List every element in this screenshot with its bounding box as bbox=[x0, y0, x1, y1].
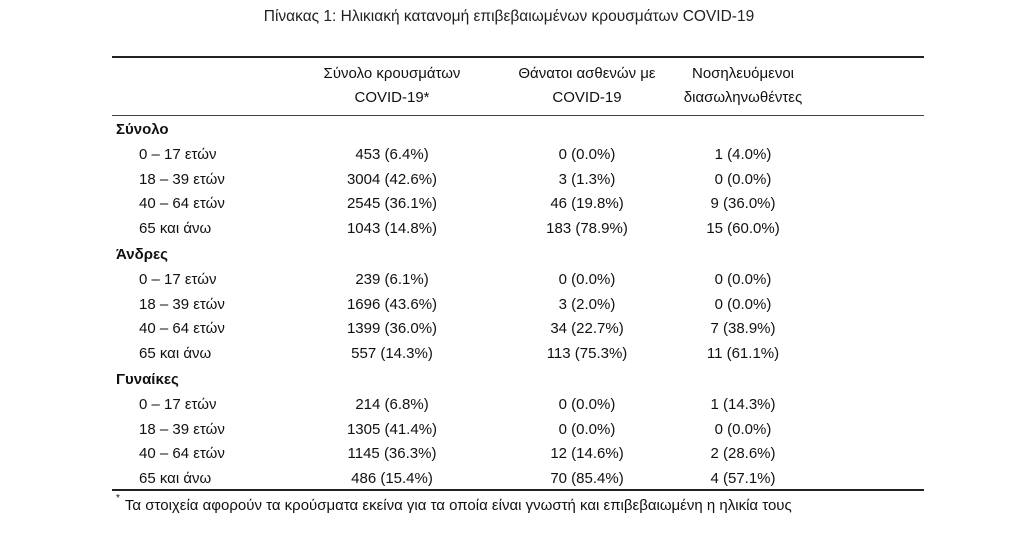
deaths-cell: 3 (1.3%) bbox=[558, 170, 616, 188]
age-cell: 40 – 64 ετών bbox=[139, 195, 225, 212]
intubated-cell: 0 (0.0%) bbox=[714, 170, 772, 188]
header-intubated bbox=[632, 62, 854, 110]
section-title: Σύνολο bbox=[116, 121, 169, 138]
intubated-cell: 15 (60.0%) bbox=[706, 219, 780, 237]
table-row bbox=[0, 195, 1018, 219]
age-cell: 0 – 17 ετών bbox=[139, 146, 217, 163]
header-total-cases bbox=[280, 62, 504, 110]
age-cell: 40 – 64 ετών bbox=[139, 320, 225, 337]
deaths-cell: 46 (19.8%) bbox=[550, 195, 624, 212]
cases-cell: 486 (15.4%) bbox=[351, 469, 433, 487]
header-intubated-line2: διασωληνωθέντες bbox=[683, 89, 803, 106]
table-row bbox=[0, 345, 1018, 369]
age-cell: 18 – 39 ετών bbox=[139, 170, 225, 188]
table-row bbox=[0, 421, 1018, 445]
intubated-cell: 1 (14.3%) bbox=[710, 396, 776, 413]
section-title: Γυναίκες bbox=[116, 371, 179, 388]
cases-cell: 1399 (36.0%) bbox=[346, 320, 438, 337]
table-caption: Πίνακας 1: Ηλικιακή κατανομή επιβεβαιωμένων κρουσμάτων COVID-19 bbox=[263, 8, 755, 25]
table-row bbox=[0, 171, 1018, 195]
intubated-cell: 11 (61.1%) bbox=[706, 344, 780, 362]
header-intubated-line1: Νοσηλευόμενοι bbox=[691, 65, 794, 82]
footnote-text: Τα στοιχεία αφορούν τα κρούσματα εκείνα για τα οποία είναι γνωστή και επιβεβαιωμένη η ηλικία τους bbox=[124, 497, 792, 514]
intubated-cell: 7 (38.9%) bbox=[710, 320, 776, 337]
table-bottom-rule bbox=[112, 489, 924, 491]
cases-cell: 557 (14.3%) bbox=[351, 344, 433, 362]
footnote bbox=[116, 493, 792, 514]
header-deaths-line1: Θάνατοι ασθενών με bbox=[518, 65, 656, 82]
cases-cell: 453 (6.4%) bbox=[355, 146, 429, 163]
footnote-marker: * bbox=[116, 493, 120, 504]
deaths-cell: 0 (0.0%) bbox=[558, 396, 616, 413]
intubated-cell: 9 (36.0%) bbox=[710, 195, 776, 212]
table-row bbox=[0, 296, 1018, 320]
intubated-cell: 1 (4.0%) bbox=[714, 146, 772, 163]
table-top-rule bbox=[112, 56, 924, 58]
header-deaths-line2: COVID-19 bbox=[552, 89, 622, 106]
age-cell: 65 και άνω bbox=[139, 344, 212, 362]
deaths-cell: 34 (22.7%) bbox=[550, 320, 624, 337]
header-total-cases-line2: COVID-19* bbox=[354, 89, 430, 106]
deaths-cell: 0 (0.0%) bbox=[558, 146, 616, 163]
deaths-cell: 113 (75.3%) bbox=[546, 344, 628, 362]
table-row bbox=[0, 320, 1018, 344]
cases-cell: 1696 (43.6%) bbox=[346, 295, 438, 313]
table-row bbox=[0, 396, 1018, 420]
age-cell: 0 – 17 ετών bbox=[139, 271, 217, 288]
cases-cell: 1043 (14.8%) bbox=[346, 219, 438, 237]
deaths-cell: 0 (0.0%) bbox=[558, 420, 616, 438]
age-cell: 0 – 17 ετών bbox=[139, 396, 217, 413]
age-cell: 65 και άνω bbox=[139, 219, 212, 237]
deaths-cell: 0 (0.0%) bbox=[558, 271, 616, 288]
section-title: Άνδρες bbox=[116, 246, 168, 263]
cases-cell: 2545 (36.1%) bbox=[346, 195, 438, 212]
cases-cell: 239 (6.1%) bbox=[355, 271, 429, 288]
cases-cell: 1145 (36.3%) bbox=[347, 445, 437, 462]
age-cell: 65 και άνω bbox=[139, 469, 212, 487]
header-total-cases-line1: Σύνολο κρουσμάτων bbox=[323, 65, 461, 82]
intubated-cell: 0 (0.0%) bbox=[714, 271, 772, 288]
age-cell: 18 – 39 ετών bbox=[139, 295, 225, 313]
deaths-cell: 183 (78.9%) bbox=[546, 219, 628, 237]
table-row bbox=[0, 220, 1018, 244]
deaths-cell: 70 (85.4%) bbox=[550, 469, 624, 487]
cases-cell: 214 (6.8%) bbox=[355, 396, 429, 413]
table-row bbox=[0, 445, 1018, 469]
deaths-cell: 12 (14.6%) bbox=[550, 445, 624, 462]
table-row bbox=[0, 146, 1018, 170]
age-cell: 40 – 64 ετών bbox=[139, 445, 225, 462]
age-cell: 18 – 39 ετών bbox=[139, 420, 225, 438]
table-row bbox=[0, 271, 1018, 295]
intubated-cell: 4 (57.1%) bbox=[710, 469, 776, 487]
cases-cell: 1305 (41.4%) bbox=[346, 420, 438, 438]
intubated-cell: 2 (28.6%) bbox=[710, 445, 776, 462]
table-header-rule bbox=[112, 115, 924, 116]
cases-cell: 3004 (42.6%) bbox=[346, 170, 438, 188]
intubated-cell: 0 (0.0%) bbox=[714, 295, 772, 313]
deaths-cell: 3 (2.0%) bbox=[558, 295, 616, 313]
intubated-cell: 0 (0.0%) bbox=[714, 420, 772, 438]
